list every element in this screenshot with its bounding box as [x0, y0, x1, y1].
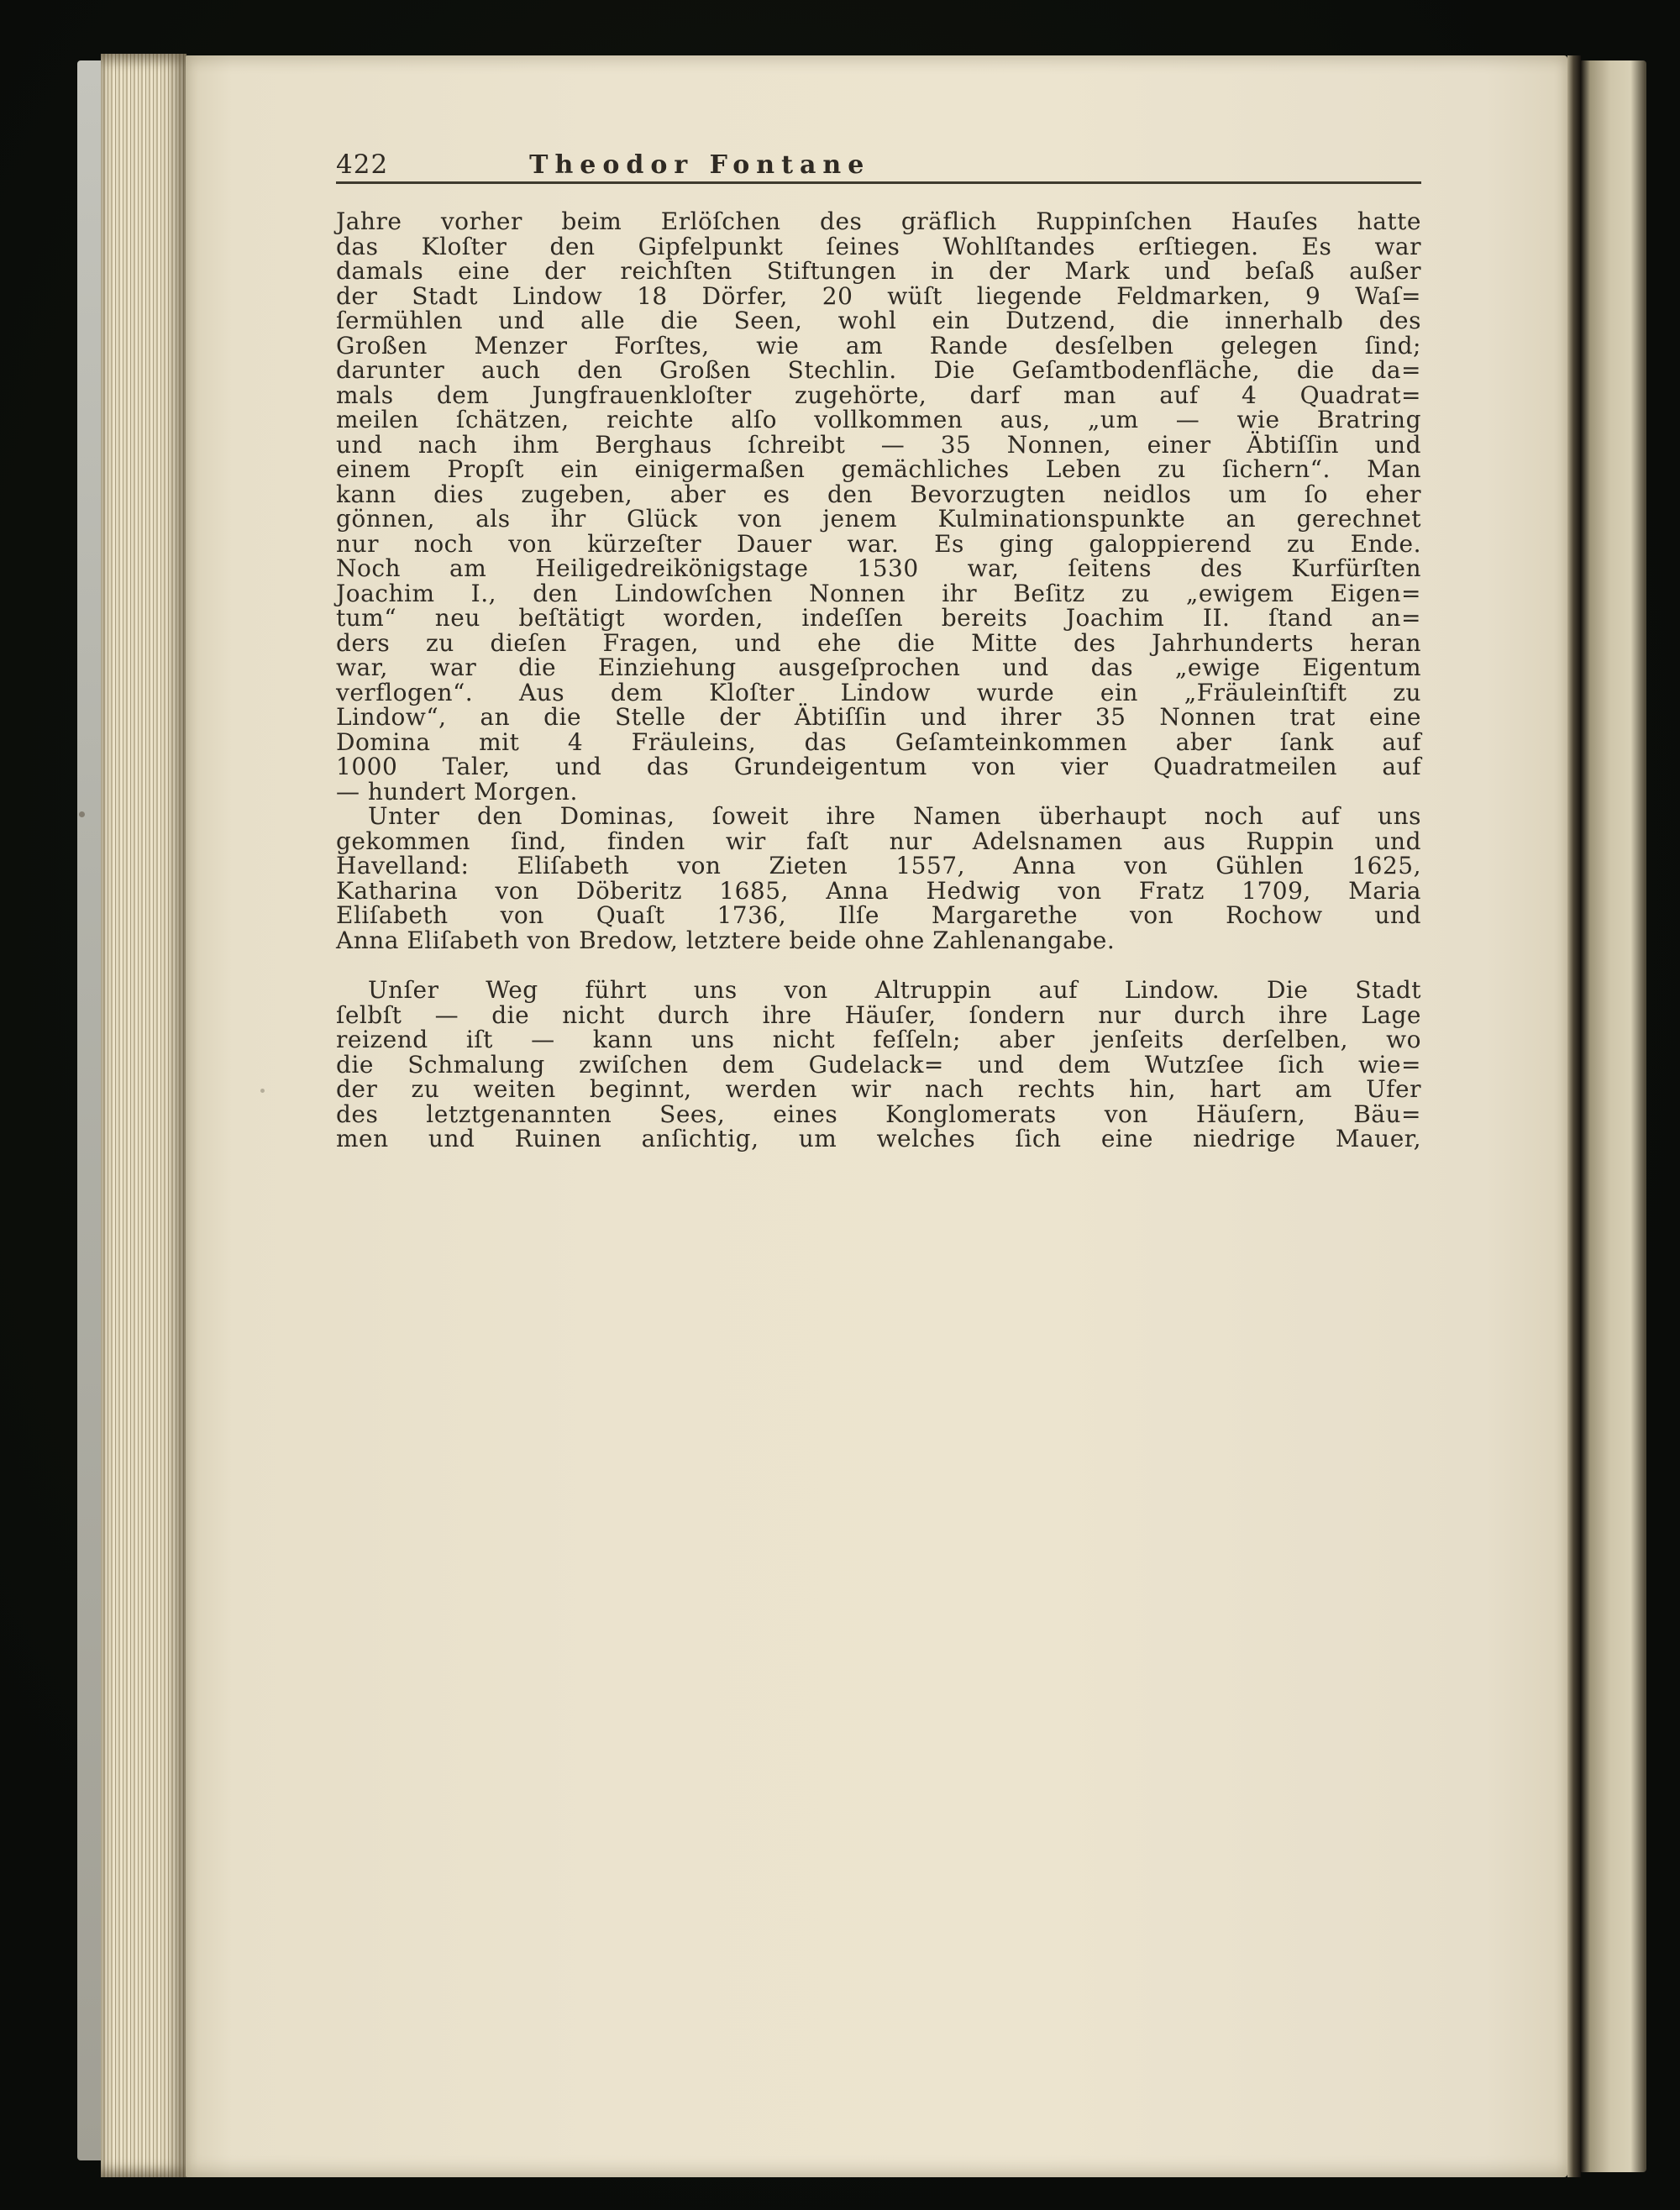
text-block: [336, 150, 1421, 1152]
text-line: men und Ruinen anſichtig, um welches ſich eine niedrige Mauer,: [336, 1125, 1421, 1152]
text-line: Eliſabeth von Quaſt 1736, Ilſe Margarethe von Rochow und: [336, 901, 1421, 929]
text-line: und nach ihm Berghaus ſchreibt — 35 Nonnen, einer Äbtiſſin und: [336, 430, 1421, 459]
text-line: Unter den Dominas, ſoweit ihre Namen überhaupt noch auf uns: [368, 802, 1421, 830]
text-line: einem Propſt ein einigermaßen gemächliches Leben zu ſichern“. Man: [336, 455, 1421, 483]
text-line: Unſer Weg führt uns von Altruppin auf Lindow. Die Stadt: [368, 976, 1421, 1004]
text-line: Jahre vorher beim Erlöſchen des gräflich Ruppinſchen Hauſes hatte: [336, 207, 1421, 235]
text-line: damals eine der reichſten Stiftungen in der Mark und beſaß außer: [336, 257, 1421, 285]
text-line: 1000 Taler, und das Grundeigentum von vier Quadratmeilen auf: [336, 753, 1421, 780]
text-line: die Schmalung zwiſchen dem Gudelack= und dem Wutzſee ſich wie=: [336, 1050, 1421, 1079]
text-line: Noch am Heiligedreikönigstage 1530 war, ſeitens des Kurfürſten: [336, 554, 1421, 582]
page-stack-edges: [101, 54, 186, 2177]
text-line: das Kloſter den Gipfelpunkt ſeines Wohlſtandes erſtiegen. Es war: [336, 232, 1421, 260]
page-header: [336, 150, 1421, 178]
text-line: Katharina von Döberitz 1685, Anna Hedwig von Fratz 1709, Maria: [336, 876, 1421, 905]
text-line: Domina mit 4 Fräuleins, das Geſamteinkommen aber ſank auf: [336, 727, 1421, 756]
page-number: 422: [336, 150, 389, 180]
text-line: reizend iſt — kann uns nicht feſſeln; aber jenſeits derſelben, wo: [336, 1026, 1421, 1053]
ink-speck: [79, 811, 85, 817]
paragraph: [336, 804, 1421, 953]
text-line: Joachim I., den Lindowſchen Nonnen ihr Beſitz zu „ewigem Eigen=: [336, 579, 1421, 607]
running-title: Theodor Fontane: [529, 150, 871, 180]
text-line: mals dem Jungfrauenkloſter zugehörte, darf man auf 4 Quadrat=: [336, 381, 1421, 409]
text-line: gönnen, als ihr Glück von jenem Kulminationspunkte an gerechnet: [336, 505, 1421, 533]
ink-speck: [260, 1089, 265, 1093]
text-line: ſermühlen und alle die Seen, wohl ein Dutzend, die innerhalb des: [336, 307, 1421, 334]
text-line: darunter auch den Großen Stechlin. Die Geſamtbodenfläche, die da=: [336, 356, 1421, 384]
text-line: Großen Menzer Forſtes, wie am Rande desſelben gelegen ſind;: [336, 331, 1421, 360]
text-line: Anna Eliſabeth von Bredow, letztere beide ohne Zahlenangabe.: [336, 926, 1116, 954]
header-rule: [336, 181, 1421, 184]
text-line: ſelbſt — die nicht durch ihre Häuſer, ſondern nur durch ihre Lage: [336, 1000, 1421, 1029]
text-line: meilen ſchätzen, reichte alſo vollkommen aus, „um — wie Bratring: [336, 406, 1421, 433]
paragraph: [336, 209, 1421, 804]
book-page: [186, 55, 1567, 2177]
text-line: der Stadt Lindow 18 Dörfer, 20 wüſt liegende Feldmarken, 9 Waſ=: [336, 281, 1421, 310]
facing-page-edge: [1581, 60, 1646, 2172]
text-line: ders zu dieſen Fragen, und ehe die Mitte des Jahrhunderts heran: [336, 628, 1421, 657]
text-line: der zu weiten beginnt, werden wir nach rechts hin, hart am Ufer: [336, 1075, 1421, 1103]
paragraph: [336, 978, 1421, 1152]
text-line: tum“ neu beſtätigt worden, indeſſen bereits Joachim II. ſtand an=: [336, 604, 1421, 632]
text-line: war, war die Einziehung ausgeſprochen und das „ewige Eigentum: [336, 654, 1421, 681]
text-line: kann dies zugeben, aber es den Bevorzugten neidlos um ſo eher: [336, 480, 1421, 508]
text-line: gekommen ſind, finden wir faſt nur Adelsnamen aus Ruppin und: [336, 827, 1421, 855]
gutter-shadow: [1567, 55, 1581, 2177]
text-line: Havelland: Eliſabeth von Zieten 1557, Anna von Gühlen 1625,: [336, 852, 1421, 879]
text-line: verflogen“. Aus dem Kloſter Lindow wurde ein „Fräuleinſtift zu: [336, 678, 1421, 706]
text-line: Lindow“, an die Stelle der Äbtiſſin und ihrer 35 Nonnen trat eine: [336, 703, 1421, 731]
text-line: des letztgenannten Sees, eines Konglomerats von Häuſern, Bäu=: [336, 1100, 1421, 1128]
text-line: — hundert Morgen.: [336, 777, 578, 806]
text-line: nur noch von kürzeſter Dauer war. Es ging galoppierend zu Ende.: [336, 529, 1421, 558]
